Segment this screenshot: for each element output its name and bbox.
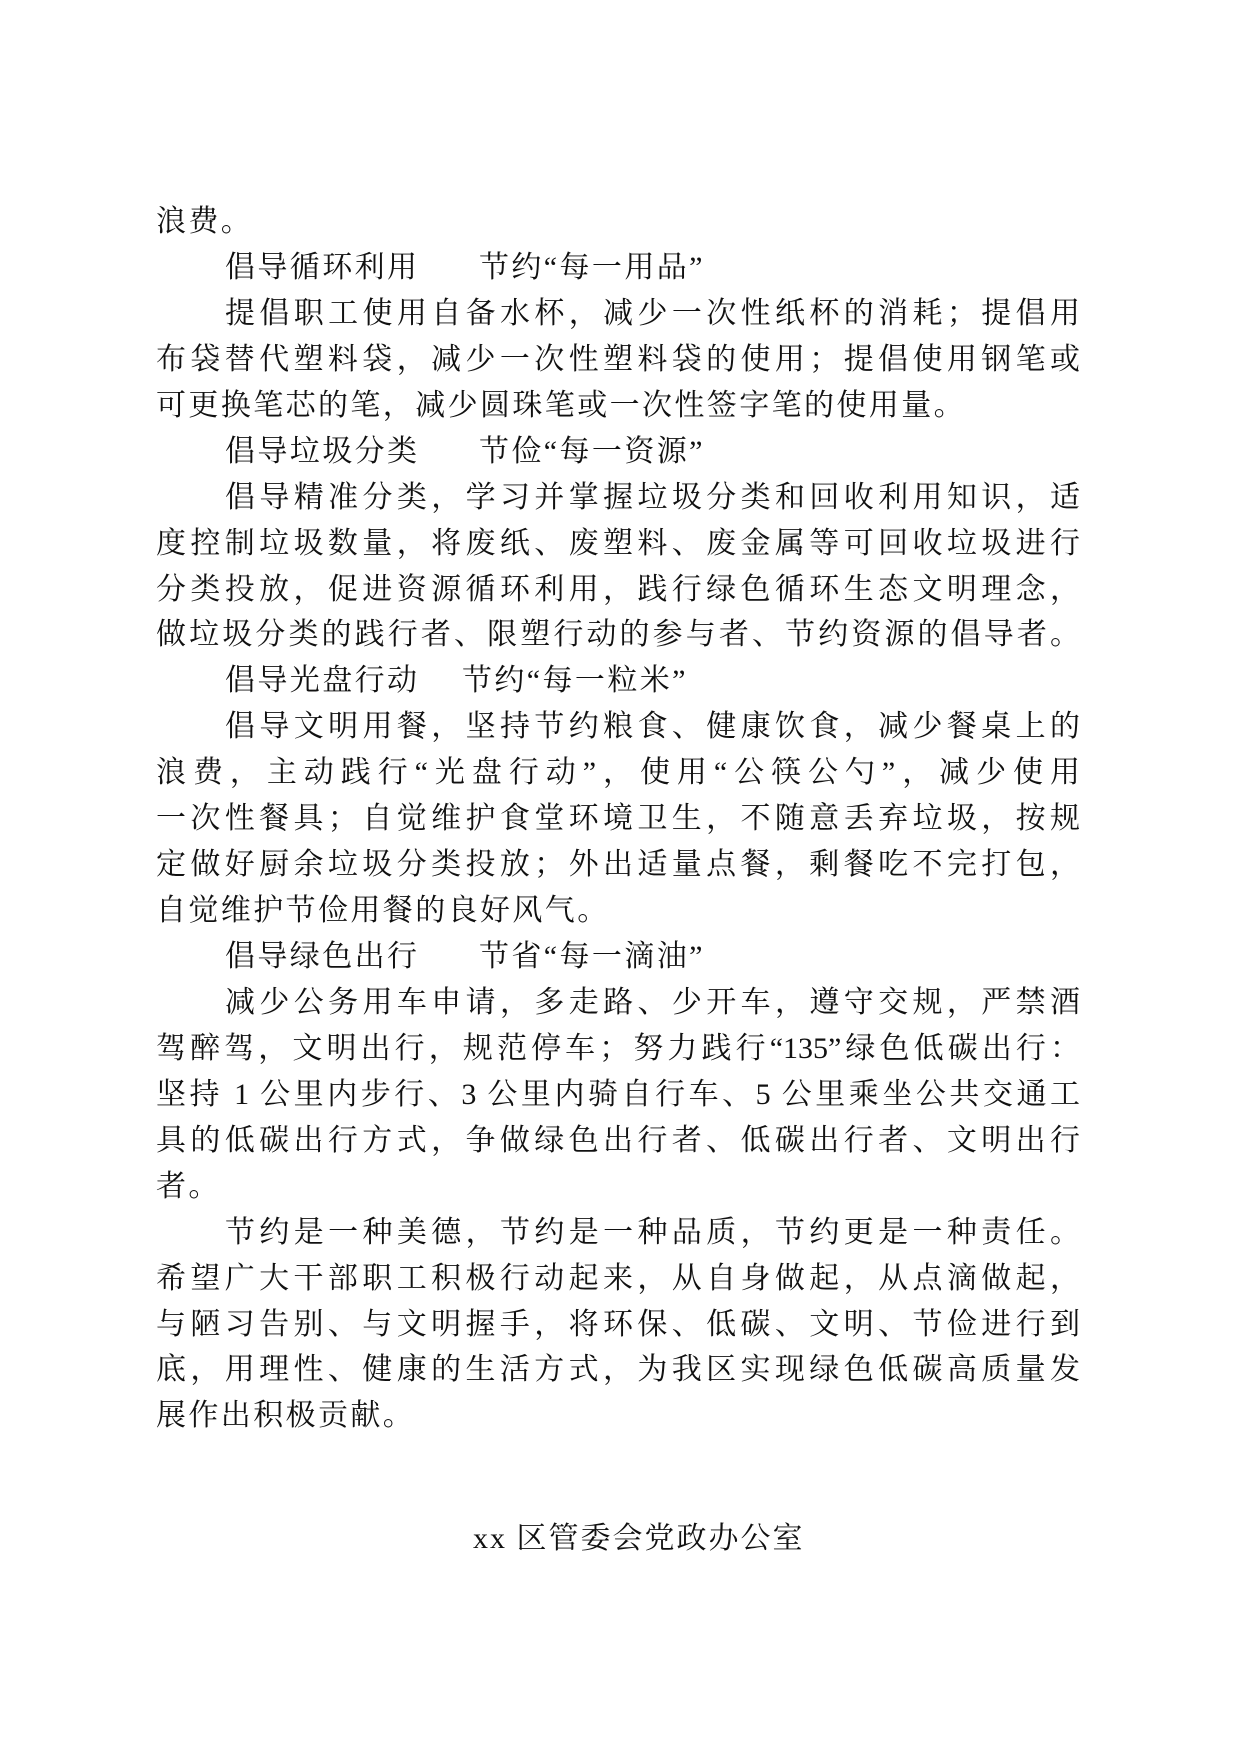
heading-title: 倡导循环利用 (225, 250, 420, 284)
heading-slogan: 节约“每一粒米” (462, 664, 688, 698)
paragraph-line: 减少公务用车申请，多走路、少开车，遵守交规，严禁酒 (225, 985, 1080, 1019)
paragraph-line: 可更换笔芯的笔，减少圆珠笔或一次性签字笔的使用量。 (156, 388, 966, 422)
section-heading (156, 658, 1080, 704)
signature: xx 区管委会党政办公室 (473, 1522, 805, 1555)
paragraph-line: 倡导精准分类，学习并掌握垃圾分类和回收利用知识，适 (225, 480, 1080, 514)
paragraph-line: 布袋替代塑料袋，减少一次性塑料袋的使用；提倡使用钢笔或 (156, 342, 1080, 376)
section-heading (156, 934, 1080, 980)
heading-title: 倡导垃圾分类 (225, 434, 420, 468)
section-heading (156, 245, 1080, 291)
paragraph-line: 具的低碳出行方式，争做绿色出行者、低碳出行者、文明出行 (156, 1123, 1080, 1157)
heading-title: 倡导绿色出行 (225, 940, 420, 973)
paragraph-line: 一次性餐具；自觉维护食堂环境卫生，不随意丢弃垃圾，按规 (156, 802, 1080, 836)
paragraph-line: 分类投放，促进资源循环利用，践行绿色循环生态文明理念， (156, 572, 1080, 606)
heading-slogan: 节约“每一用品” (479, 250, 705, 284)
heading-slogan: 节俭“每一资源” (479, 434, 705, 468)
continuation-line: 浪费。 (156, 205, 254, 238)
paragraph-line: 驾醉驾，文明出行，规范停车；努力践行“135”绿色低碳出行： (156, 1031, 1080, 1065)
paragraph-line: 坚持 1 公里内步行、3 公里内骑自行车、5 公里乘坐公共交通工 (156, 1077, 1080, 1111)
heading-slogan: 节省“每一滴油” (479, 940, 705, 973)
paragraph-line: 者。 (156, 1169, 221, 1203)
document-body (156, 199, 1080, 1439)
paragraph-line: 定做好厨余垃圾分类投放；外出适量点餐，剩餐吃不完打包， (156, 848, 1080, 882)
heading-title: 倡导光盘行动 (225, 664, 420, 698)
closing-line: 节约是一种美德，节约是一种品质，节约更是一种责任。 (225, 1215, 1080, 1249)
closing-line: 底，用理性、健康的生活方式，为我区实现绿色低碳高质量发 (156, 1353, 1080, 1387)
section-heading (156, 429, 1080, 475)
paragraph-line: 倡导文明用餐，坚持节约粮食、健康饮食，减少餐桌上的 (225, 710, 1080, 744)
paragraph-line: 做垃圾分类的践行者、限塑行动的参与者、节约资源的倡导者。 (156, 618, 1080, 652)
closing-line: 展作出积极贡献。 (156, 1399, 416, 1433)
paragraph-line: 浪费，主动践行“光盘行动”，使用“公筷公勺”，减少使用 (156, 756, 1080, 790)
paragraph-line: 度控制垃圾数量，将废纸、废塑料、废金属等可回收垃圾进行 (156, 526, 1080, 560)
closing-line: 希望广大干部职工积极行动起来，从自身做起，从点滴做起， (156, 1261, 1080, 1295)
paragraph-line: 自觉维护节俭用餐的良好风气。 (156, 894, 610, 928)
paragraph-line: 提倡职工使用自备水杯，减少一次性纸杯的消耗；提倡用 (225, 296, 1080, 330)
closing-line: 与陋习告别、与文明握手，将环保、低碳、文明、节俭进行到 (156, 1307, 1080, 1341)
